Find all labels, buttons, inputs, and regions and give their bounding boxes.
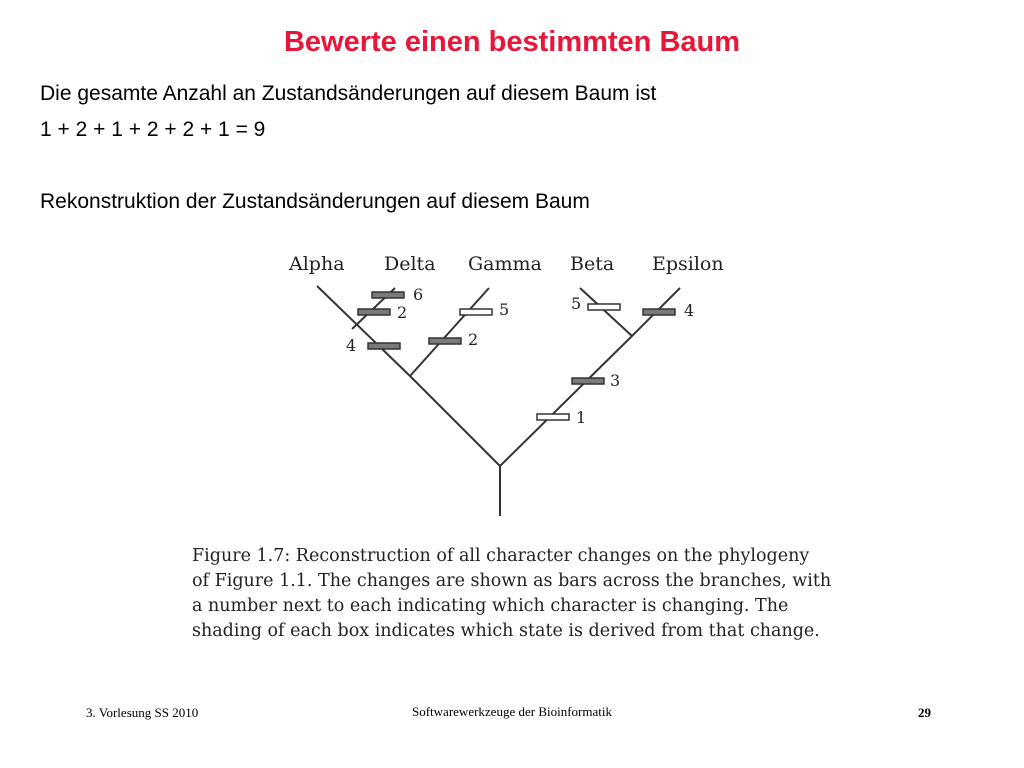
slide-title: Bewerte einen bestimmten Baum: [283, 26, 741, 58]
phylogeny-figure: [182, 236, 832, 644]
change-label-2-gamma: 2: [468, 330, 479, 349]
change-bar-gamma-5: [460, 309, 492, 315]
change-label-5-gamma: 5: [499, 300, 510, 319]
phylogeny-tree: [182, 236, 822, 536]
reconstruction-text: Rekonstruktion der Zustandsänderungen auf diesem Baum: [40, 190, 590, 213]
change-label-1: 1: [576, 408, 587, 427]
change-bar-beta-clade-3: [572, 378, 604, 384]
change-label-4-alpha: 4: [346, 336, 357, 355]
branch-beta: [580, 288, 632, 336]
page-number: 29: [918, 705, 931, 720]
change-bar-epsilon-4: [643, 309, 675, 315]
change-bar-alpha-delta-4: [368, 343, 400, 349]
footer-lecture: 3. Vorlesung SS 2010: [86, 705, 199, 720]
branch-alpha-gamma-clade: [410, 376, 500, 466]
taxon-gamma: Gamma: [468, 253, 542, 275]
total-changes-text: Die gesamte Anzahl an Zustandsänderungen auf diesem Baum ist: [40, 82, 657, 105]
change-label-3: 3: [610, 371, 621, 390]
change-label-5-beta: 5: [571, 294, 582, 313]
sum-equation: 1 + 2 + 1 + 2 + 2 + 1 = 9: [40, 118, 266, 141]
taxon-beta: Beta: [570, 253, 615, 275]
branch-alpha: [317, 286, 410, 376]
caption-line: Figure 1.7: Reconstruction of all character changes on the phylogeny: [192, 546, 810, 566]
caption-line: a number next to each indicating which character is changing. The: [192, 596, 789, 616]
footer-course: Softwarewerkzeuge der Bioinformatik: [412, 704, 612, 719]
change-label-4-epsilon: 4: [684, 301, 695, 320]
caption-line: of Figure 1.1. The changes are shown as bars across the branches, with: [192, 571, 832, 591]
change-label-6: 6: [413, 285, 424, 304]
change-bar-delta-2: [358, 309, 390, 315]
change-bar-beta-5: [588, 304, 620, 310]
caption-line: shading of each box indicates which state is derived from that change.: [192, 621, 820, 641]
change-bar-gamma-clade-2: [429, 338, 461, 344]
taxon-epsilon: Epsilon: [652, 253, 724, 275]
taxon-alpha: Alpha: [289, 253, 345, 275]
branch-beta-epsilon-clade: [500, 336, 632, 466]
change-bar-beta-clade-1: [537, 414, 569, 420]
figure-caption: [192, 544, 832, 644]
taxon-delta: Delta: [384, 253, 436, 275]
change-bar-delta-6: [372, 292, 404, 298]
change-label-2-delta: 2: [397, 303, 408, 322]
